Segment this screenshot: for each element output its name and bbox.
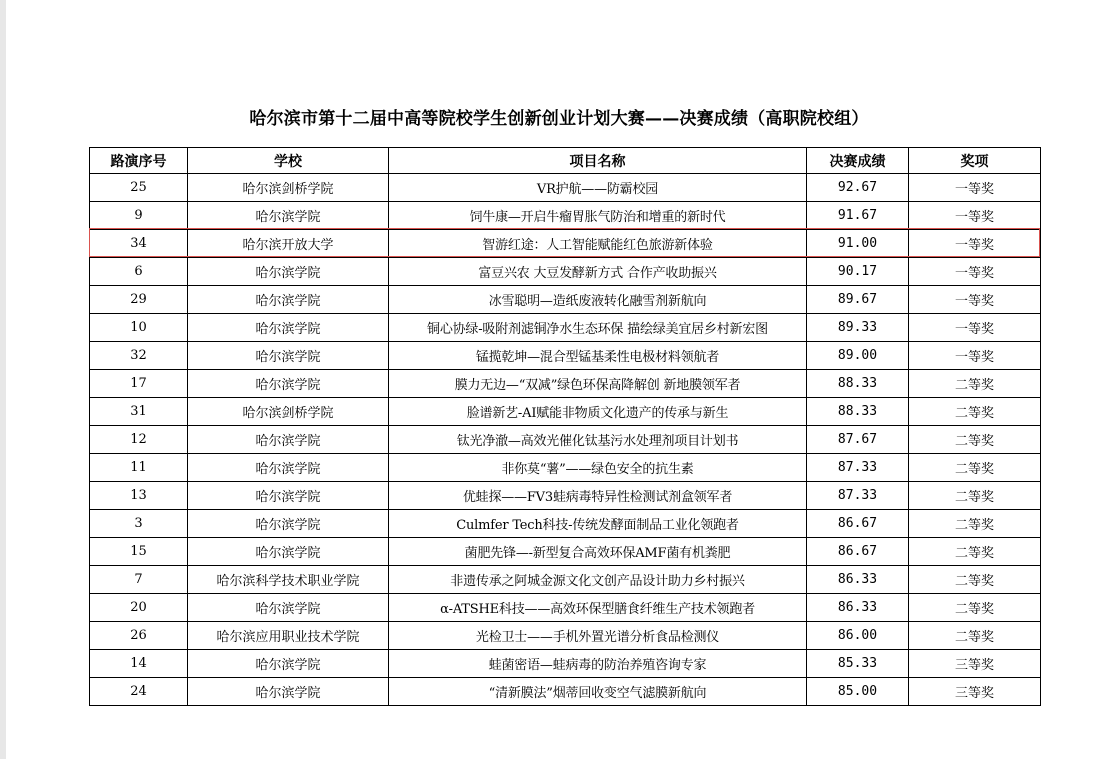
table-row [90,482,1041,510]
cell-award: 一等奖 [909,230,1041,258]
cell-roadshow-no: 24 [90,678,188,706]
table-row [90,538,1041,566]
cell-roadshow-no: 17 [90,370,188,398]
cell-award: 二等奖 [909,482,1041,510]
cell-project-name: 膜力无边—“双减”绿色环保高降解创 新地膜领军者 [389,370,807,398]
cell-final-score: 86.33 [807,594,909,622]
cell-project-name: 智游红途：人工智能赋能红色旅游新体验 [389,230,807,258]
table-row [90,258,1041,286]
cell-roadshow-no: 11 [90,454,188,482]
table-row [90,678,1041,706]
cell-award: 一等奖 [909,258,1041,286]
cell-award: 二等奖 [909,454,1041,482]
cell-school: 哈尔滨学院 [188,510,389,538]
cell-project-name: 蛙菌密语—蛙病毒的防治养殖咨询专家 [389,650,807,678]
cell-school: 哈尔滨学院 [188,202,389,230]
cell-project-name: VR护航——防霸校园 [389,174,807,202]
cell-final-score: 86.67 [807,510,909,538]
cell-roadshow-no: 13 [90,482,188,510]
cell-final-score: 87.33 [807,482,909,510]
table-row [90,566,1041,594]
table-row [90,454,1041,482]
cell-roadshow-no: 20 [90,594,188,622]
cell-school: 哈尔滨学院 [188,538,389,566]
table-row [90,342,1041,370]
cell-roadshow-no: 3 [90,510,188,538]
header-award: 奖项 [909,148,1041,174]
cell-award: 一等奖 [909,202,1041,230]
cell-school: 哈尔滨开放大学 [188,230,389,258]
header-final-score: 决赛成绩 [807,148,909,174]
cell-final-score: 85.00 [807,678,909,706]
table-row [90,370,1041,398]
cell-award: 二等奖 [909,426,1041,454]
cell-roadshow-no: 9 [90,202,188,230]
cell-project-name: 钛光净澈—高效光催化钛基污水处理剂项目计划书 [389,426,807,454]
table-row [90,594,1041,622]
cell-award: 三等奖 [909,650,1041,678]
cell-final-score: 88.33 [807,398,909,426]
cell-final-score: 90.17 [807,258,909,286]
cell-final-score: 86.67 [807,538,909,566]
cell-award: 一等奖 [909,314,1041,342]
cell-project-name: 菌肥先锋—-新型复合高效环保AMF菌有机粪肥 [389,538,807,566]
cell-award: 二等奖 [909,566,1041,594]
cell-final-score: 85.33 [807,650,909,678]
cell-project-name: 铜心协绿-吸附剂滤铜净水生态环保 描绘绿美宜居乡村新宏图 [389,314,807,342]
cell-award: 二等奖 [909,594,1041,622]
table-row [90,174,1041,202]
cell-project-name: 光检卫士——手机外置光谱分析食品检测仪 [389,622,807,650]
cell-final-score: 86.00 [807,622,909,650]
table-row [90,622,1041,650]
cell-roadshow-no: 32 [90,342,188,370]
cell-award: 二等奖 [909,538,1041,566]
cell-award: 二等奖 [909,510,1041,538]
cell-final-score: 92.67 [807,174,909,202]
cell-final-score: 91.67 [807,202,909,230]
cell-roadshow-no: 6 [90,258,188,286]
cell-school: 哈尔滨应用职业技术学院 [188,622,389,650]
cell-project-name: 冰雪聪明—造纸废液转化融雪剂新航向 [389,286,807,314]
table-row [90,314,1041,342]
cell-school: 哈尔滨剑桥学院 [188,398,389,426]
cell-award: 二等奖 [909,622,1041,650]
cell-roadshow-no: 25 [90,174,188,202]
cell-roadshow-no: 7 [90,566,188,594]
cell-award: 三等奖 [909,678,1041,706]
cell-project-name: 锰揽乾坤—混合型锰基柔性电极材料领航者 [389,342,807,370]
table-body [90,174,1041,706]
cell-award: 一等奖 [909,342,1041,370]
table-row [90,398,1041,426]
table-row [90,286,1041,314]
table-row [90,202,1041,230]
cell-school: 哈尔滨剑桥学院 [188,174,389,202]
cell-project-name: 富豆兴农 大豆发酵新方式 合作产收助振兴 [389,258,807,286]
cell-final-score: 89.67 [807,286,909,314]
cell-project-name: 非遗传承之阿城金源文化文创产品设计助力乡村振兴 [389,566,807,594]
header-project-name: 项目名称 [389,148,807,174]
cell-project-name: 非你莫“薯”——绿色安全的抗生素 [389,454,807,482]
cell-project-name: “清新膜法”烟蒂回收变空气滤膜新航向 [389,678,807,706]
cell-final-score: 87.67 [807,426,909,454]
cell-project-name: α-ATSHE科技——高效环保型膳食纤维生产技术领跑者 [389,594,807,622]
cell-school: 哈尔滨学院 [188,370,389,398]
cell-roadshow-no: 34 [90,230,188,258]
cell-final-score: 87.33 [807,454,909,482]
table-header-row [90,148,1041,174]
cell-final-score: 86.33 [807,566,909,594]
cell-final-score: 91.00 [807,230,909,258]
cell-roadshow-no: 31 [90,398,188,426]
cell-roadshow-no: 10 [90,314,188,342]
cell-final-score: 89.33 [807,314,909,342]
cell-project-name: 饲牛康—开启牛瘤胃胀气防治和增重的新时代 [389,202,807,230]
header-school: 学校 [188,148,389,174]
cell-school: 哈尔滨学院 [188,342,389,370]
table-row [90,510,1041,538]
cell-project-name: Culmfer Tech科技-传统发酵面制品工业化领跑者 [389,510,807,538]
cell-final-score: 88.33 [807,370,909,398]
cell-roadshow-no: 14 [90,650,188,678]
results-table [89,147,1041,706]
table-row [90,650,1041,678]
cell-school: 哈尔滨学院 [188,426,389,454]
cell-school: 哈尔滨学院 [188,678,389,706]
cell-roadshow-no: 12 [90,426,188,454]
cell-award: 一等奖 [909,286,1041,314]
cell-roadshow-no: 29 [90,286,188,314]
cell-school: 哈尔滨学院 [188,650,389,678]
cell-school: 哈尔滨科学技术职业学院 [188,566,389,594]
cell-award: 一等奖 [909,174,1041,202]
cell-school: 哈尔滨学院 [188,594,389,622]
cell-school: 哈尔滨学院 [188,258,389,286]
cell-school: 哈尔滨学院 [188,314,389,342]
cell-project-name: 优蛙探——FV3蛙病毒特异性检测试剂盒领军者 [389,482,807,510]
cell-award: 二等奖 [909,398,1041,426]
cell-roadshow-no: 15 [90,538,188,566]
table-row [90,426,1041,454]
document-title: 哈尔滨市第十二届中高等院校学生创新创业计划大赛——决赛成绩（高职院校组） [249,109,869,129]
cell-school: 哈尔滨学院 [188,454,389,482]
header-roadshow-no: 路演序号 [90,148,188,174]
table-row [90,230,1041,258]
cell-school: 哈尔滨学院 [188,286,389,314]
cell-award: 二等奖 [909,370,1041,398]
cell-roadshow-no: 26 [90,622,188,650]
cell-final-score: 89.00 [807,342,909,370]
cell-school: 哈尔滨学院 [188,482,389,510]
cell-project-name: 脸谱新艺-AI赋能非物质文化遗产的传承与新生 [389,398,807,426]
